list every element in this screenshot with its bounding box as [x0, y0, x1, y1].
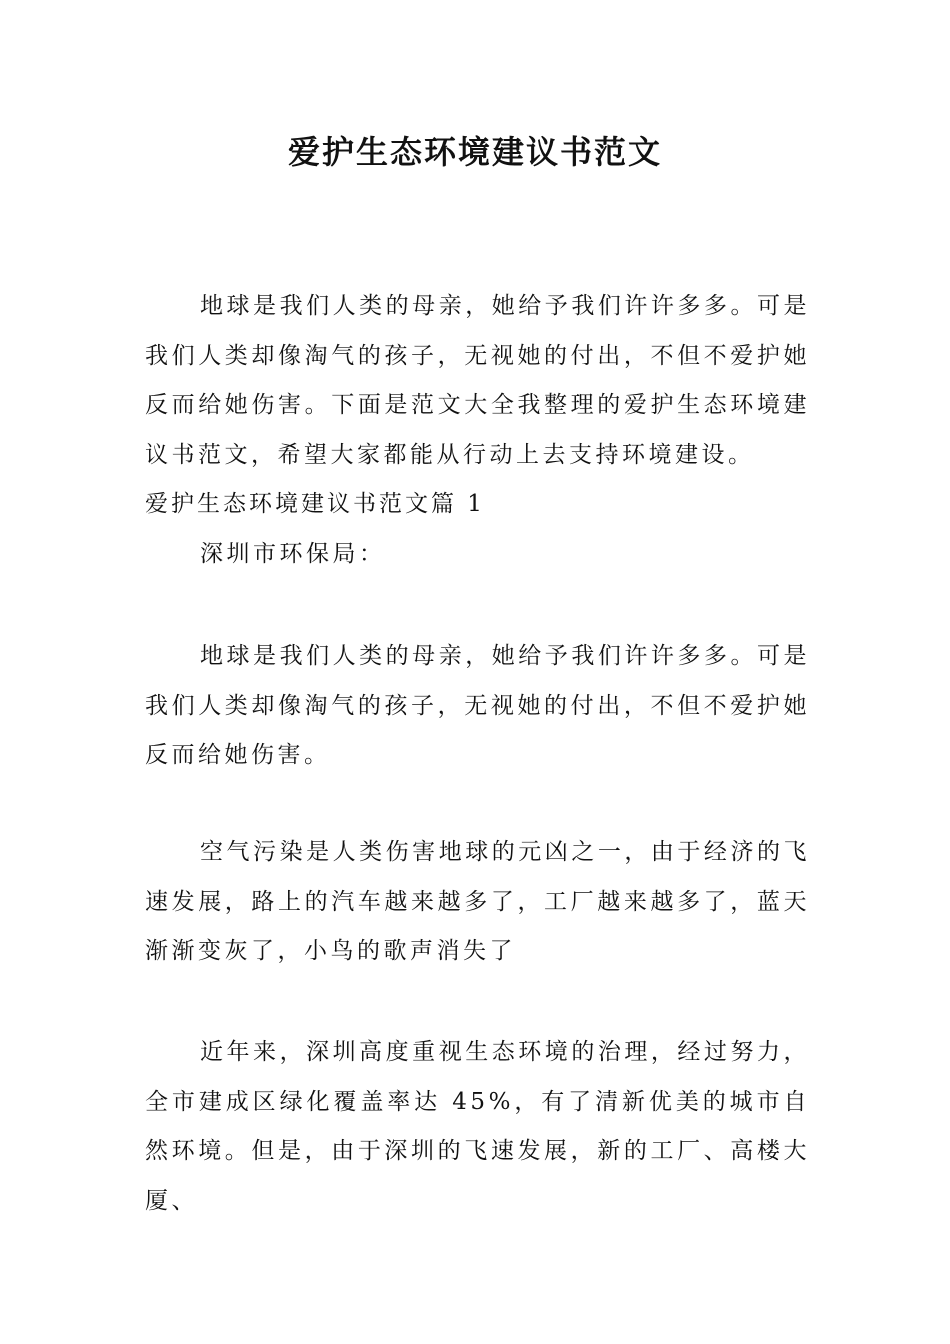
body-paragraph-2: 空气污染是人类伤害地球的元凶之一，由于经济的飞速发展，路上的汽车越来越多了，工厂越来越多了，蓝天渐渐变灰了，小鸟的歌声消失了	[145, 839, 810, 964]
document-title: 爱护生态环境建议书范文	[287, 133, 662, 171]
body-paragraph-3: 近年来，深圳高度重视生态环境的治理，经过努力，全市建成区绿化覆盖率达 45%，有了清新优美的城市自然环境。但是，由于深圳的飞速发展，新的工厂、高楼大厦、	[145, 1039, 810, 1214]
intro-paragraph: 地球是我们人类的母亲，她给予我们许许多多。可是我们人类却像淘气的孩子，无视她的付出，不但不爱护她反而给她伤害。下面是范文大全我整理的爱护生态环境建议书范文，希望大家都能从行动上去支持环境建设。	[145, 293, 810, 468]
salutation-line: 深圳市环保局：	[200, 541, 386, 567]
section-heading: 爱护生态环境建议书范文篇 1	[145, 491, 485, 517]
body-paragraph-1: 地球是我们人类的母亲，她给予我们许许多多。可是我们人类却像淘气的孩子，无视她的付出，不但不爱护她反而给她伤害。	[145, 643, 810, 768]
